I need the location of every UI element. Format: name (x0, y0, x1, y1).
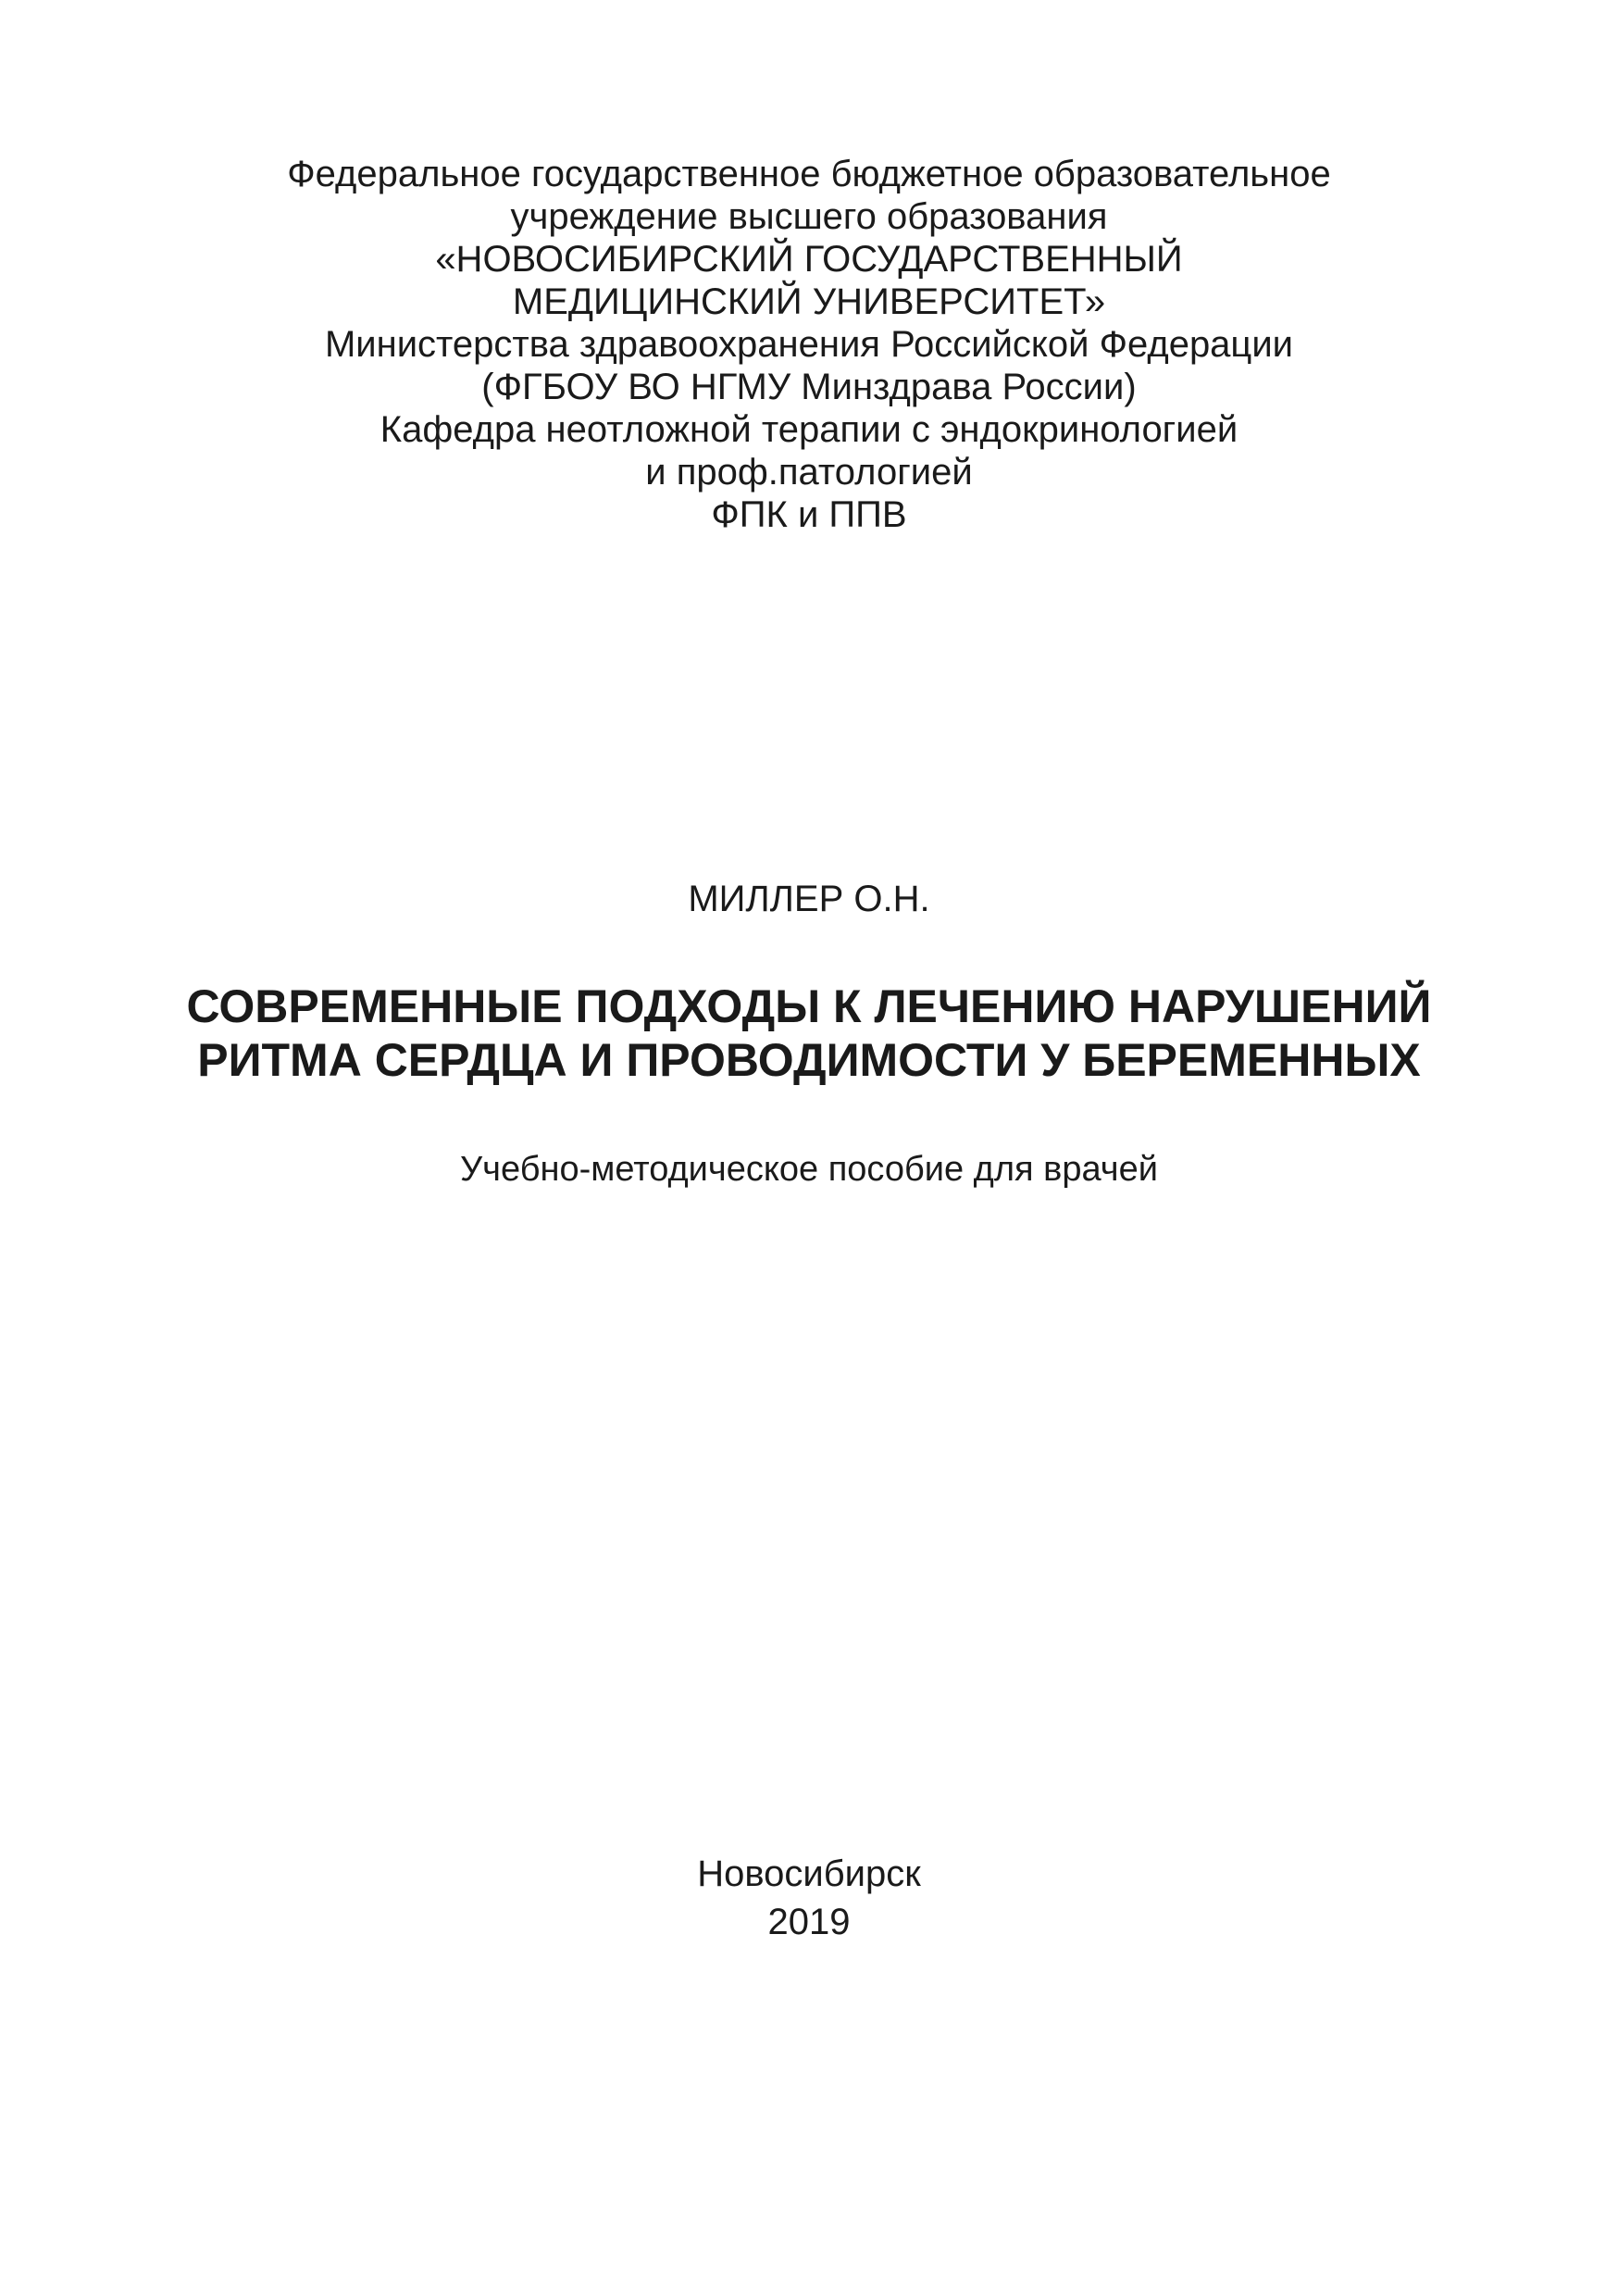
publication-info (0, 1850, 1618, 1946)
institution-line: (ФГБОУ ВО НГМУ Минздрава России) (481, 367, 1137, 407)
institution-line: Министерства здравоохранения Российской Федерации (324, 324, 1294, 365)
document-subtitle: Учебно-методическое пособие для врачей (460, 1150, 1158, 1189)
institution-line: «НОВОСИБИРСКИЙ ГОСУДАРСТВЕННЫЙ (435, 239, 1183, 280)
institution-line: учреждение высшего образования (510, 196, 1108, 237)
institution-header (0, 153, 1618, 536)
title-line: СОВРЕМЕННЫЕ ПОДХОДЫ К ЛЕЧЕНИЮ НАРУШЕНИЙ (186, 980, 1432, 1032)
title-line: РИТМА СЕРДЦА И ПРОВОДИМОСТИ У БЕРЕМЕННЫХ (197, 1034, 1421, 1086)
publication-city: Новосибирск (697, 1853, 921, 1894)
publication-year: 2019 (767, 1902, 851, 1942)
department-line: ФПК и ППВ (711, 494, 907, 535)
institution-line: МЕДИЦИНСКИЙ УНИВЕРСИТЕТ» (512, 281, 1106, 322)
author-name: МИЛЛЕР О.Н. (688, 879, 930, 919)
department-line: Кафедра неотложной терапии с эндокринологией (380, 409, 1238, 450)
institution-line: Федеральное государственное бюджетное образовательное (287, 154, 1331, 194)
document-title (0, 980, 1618, 1087)
department-line: и проф.патологией (645, 452, 973, 493)
